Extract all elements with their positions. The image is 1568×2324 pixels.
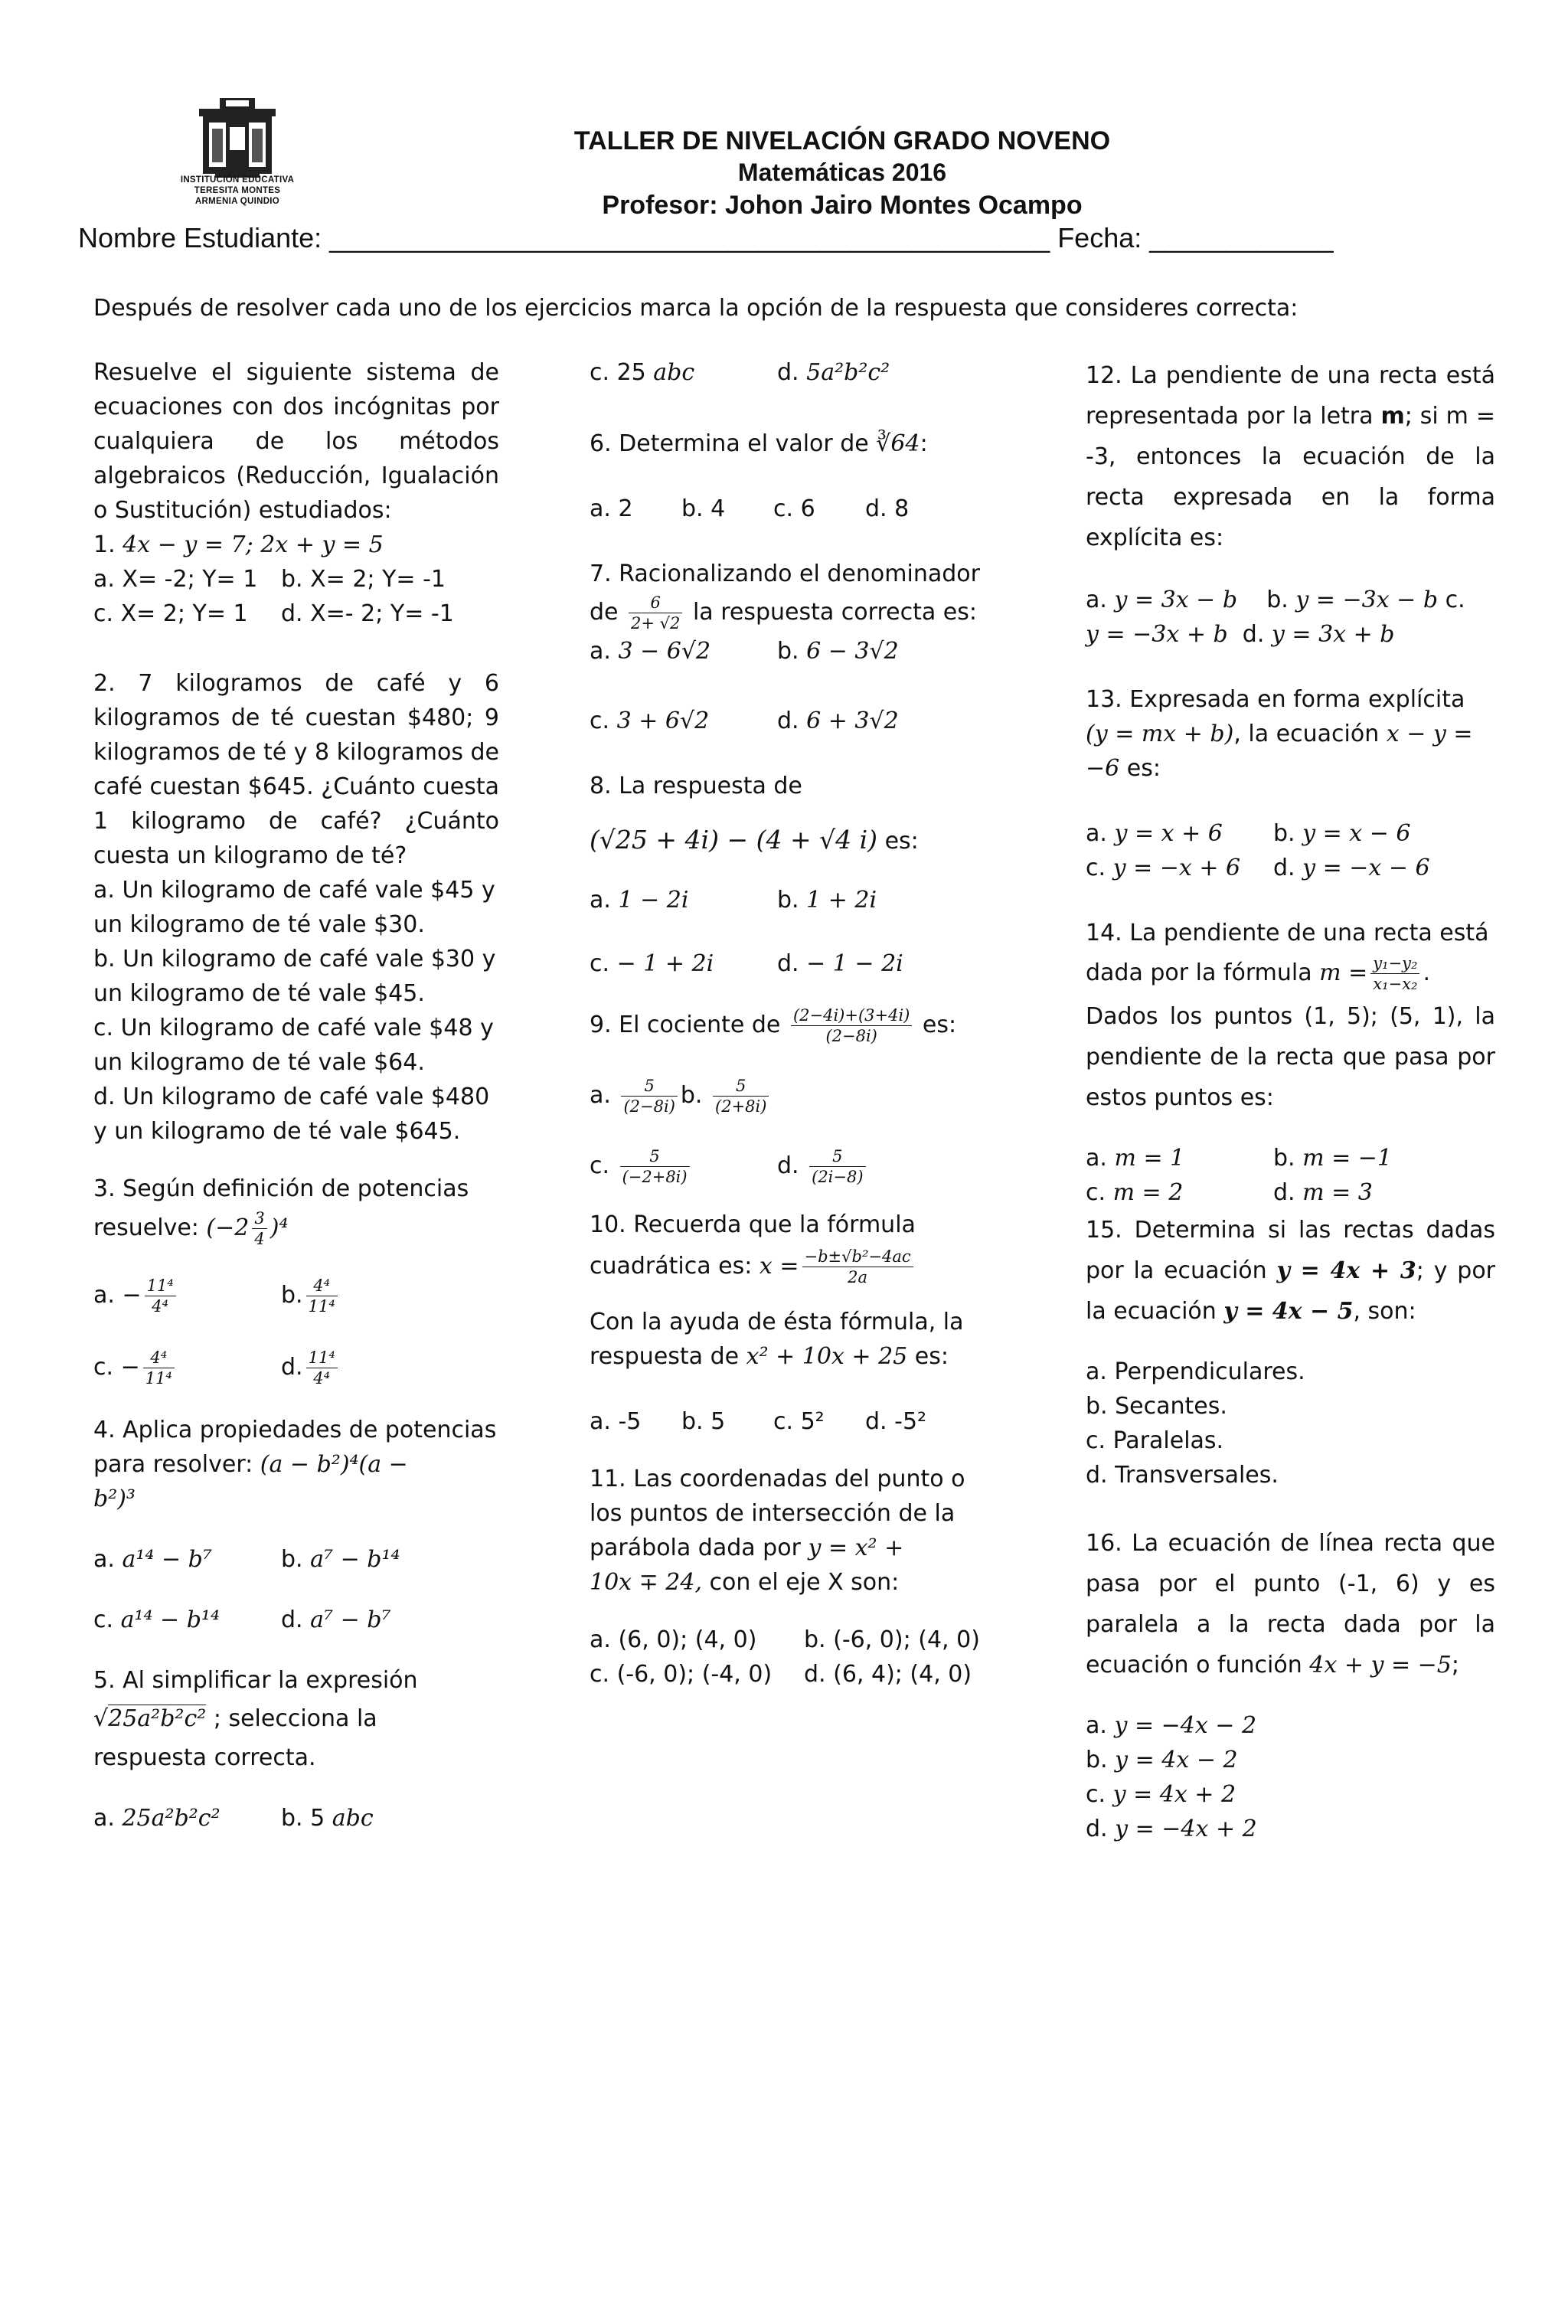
q7-d-label: d. [777,708,807,734]
q11-expr-2: 10x ∓ 24, [590,1569,703,1596]
q11-prompt-1: 11. Las coordenadas del punto o [590,1466,965,1492]
q13-prompt-2 [1086,717,1495,751]
q4-option-b[interactable] [281,1542,400,1577]
q9-c-num: 5 [620,1146,690,1167]
q9-a-den: (2−8i) [623,1097,675,1116]
q16-option-c[interactable] [1086,1777,1495,1812]
q5-c-label: c. 25 [590,359,654,386]
q9-frac-num: (2−4i)+(3+4i) [791,1005,912,1026]
q14-options-cd [1086,1175,1495,1210]
student-name-field[interactable]: _______________________________________________ [329,222,1050,253]
q7-b-label: b. [777,638,807,665]
q15-option-a[interactable]: a. Perpendiculares. [1086,1358,1305,1385]
q10-frac-num: −b±√b²−4ac [802,1247,913,1267]
q3-expr-pre: (−2 [206,1214,250,1241]
q10-formula [590,1242,1018,1291]
q13-es: es: [1119,755,1161,782]
q10-label-2: respuesta de [590,1343,746,1370]
q8-es: es: [877,828,919,855]
q3-c-fraction [143,1348,175,1388]
q11-prompt-2: los puntos de intersección de la [590,1500,956,1527]
q4-options-cd [93,1603,499,1637]
q12-prompt-1: 12. La pendiente de una recta está representada por la letra [1086,362,1495,430]
q14-option-c[interactable] [1086,1175,1273,1210]
q9-d-fraction [809,1146,865,1187]
q3-mixed-fraction [252,1208,266,1249]
q9-a-label: a. [590,1082,619,1109]
q11-options-cd [590,1657,1018,1692]
q10-prompt: 10. Recuerda que la fórmula [590,1211,916,1238]
institution-line: INSTITUCIÓN EDUCATIVA [180,175,295,185]
q10-option-d[interactable]: d. -5² [865,1408,927,1435]
q3-c-label: c. − [93,1354,140,1381]
q9-b-den: (2+8i) [715,1097,767,1116]
q14-frac-num: y₁−y₂ [1370,953,1419,974]
q6-option-d[interactable]: d. 8 [865,495,910,522]
q8-c-label: c. [590,950,617,977]
q15-prompt-3: , son: [1353,1298,1416,1325]
q13-a-expr: y = x + 6 [1114,820,1223,847]
q12-a-expr: y = 3x − b [1114,587,1238,613]
q7-options-cd [590,704,1018,738]
q9-options-cd [590,1142,1018,1191]
q3-prompt: 3. Según definición de potencias [93,1175,469,1202]
q15-prompt-2: ; y por la ecuación [1086,1257,1496,1325]
q3-b-label: b. [281,1282,303,1309]
q3-option-d[interactable] [281,1341,341,1394]
q8-d-expr: − 1 − 2i [806,950,903,977]
q16-a-expr: y = −4x − 2 [1114,1712,1257,1739]
q3-c-num: 4⁴ [143,1348,175,1368]
q4-b-expr: a⁷ − b¹⁴ [310,1546,400,1573]
q1-number: 1. [93,531,123,558]
q10-option-c[interactable]: c. 5² [773,1408,825,1435]
q12-d-label: d. [1242,621,1272,648]
q10-fraction [802,1247,913,1287]
q3-options-ab [93,1269,499,1322]
q8-options-ab [590,883,1018,917]
instructions: Después de resolver cada uno de los ejercicios marca la opción de la respuesta que consideres correcta: [93,295,1298,322]
q4-expression [93,1447,499,1482]
q14-options-ab [1086,1141,1495,1175]
q8-c-expr: − 1 + 2i [616,950,714,977]
q3-a-fraction [145,1276,176,1316]
q10-expr: x² + 10x + 25 [746,1343,908,1370]
q11-prompt-4 [590,1565,1018,1600]
q3-a-den: 4⁴ [152,1297,169,1316]
q1-prompt: Resuelve el siguiente sistema de ecuaciones con dos incógnitas por cualquiera de los métodos algebraicos (Reducción, Igualación o Sustitución) estudiados: [93,359,499,524]
q5-c-expr: abc [653,359,695,386]
q7-d-expr: 6 + 3√2 [806,708,899,734]
q6-option-a[interactable]: a. 2 [590,495,633,522]
q13-prompt-1: 13. Expresada en forma explícita [1086,686,1465,713]
q5-rest: ; selecciona la [206,1705,377,1732]
institution-line: TERESITA MONTES [194,186,281,195]
q3-expression [93,1206,499,1250]
q4-d-expr: a⁷ − b⁷ [310,1607,391,1633]
q4-option-d[interactable] [281,1603,390,1637]
q4-c-label: c. [93,1607,121,1633]
q3-d-num: 11⁴ [306,1348,338,1368]
q3-option-a[interactable] [93,1269,281,1322]
q12-b-label: b. [1266,587,1296,613]
q5-option-d[interactable] [777,355,890,390]
q16-d-label: d. [1086,1816,1116,1842]
q8-prompt: 8. La respuesta de [590,773,802,799]
q1-equation [93,528,499,562]
q5-options-ab [93,1801,499,1835]
q2-option-c[interactable]: c. Un kilogramo de café vale $48 y un kilogramo de té vale $64. [93,1015,494,1076]
q3-d-fraction [306,1348,338,1388]
q10-frac-den: 2a [848,1268,867,1286]
date-field[interactable]: ____________ [1149,222,1334,253]
q9-options-ab [590,1071,1018,1120]
q7-option-a[interactable] [590,634,777,668]
q3-d-label: d. [281,1354,303,1381]
q14-a-label: a. [1086,1145,1115,1172]
q4-label: para resolver: [93,1451,260,1478]
column-3 [1086,355,1495,1846]
q7-c-label: c. [590,708,617,734]
q9-option-b[interactable] [680,1077,773,1116]
q9-c-fraction [620,1146,690,1187]
q5-option-c[interactable] [590,355,777,390]
q5-b-expr: abc [332,1805,374,1832]
q1-system: 4x − y = 7; 2x + y = 5 [122,531,384,558]
q12-option-b[interactable] [1266,587,1438,613]
q12-prompt [1086,355,1495,558]
q4-expr-2: b²)³ [93,1486,136,1512]
q8-option-d[interactable] [777,946,903,981]
q4-expr-1: (a − b²)⁴(a − [260,1451,408,1478]
q5-prompt: 5. Al simplificar la expresión [93,1667,418,1694]
q10-prompt-3: Con la ayuda de ésta fórmula, la [590,1309,964,1335]
q14-d-expr: m = 3 [1302,1179,1373,1206]
q4-options-ab [93,1542,499,1577]
q5-option-a[interactable] [93,1801,281,1835]
q2-option-b[interactable]: b. Un kilogramo de café vale $30 y un kilogramo de té vale $45. [93,946,496,1007]
q3-label: resuelve: [93,1214,207,1241]
worksheet-subject: Matemáticas 2016 [737,159,947,186]
q7-a-label: a. [590,638,619,665]
q14-label: dada por la fórmula [1086,959,1320,986]
q14-prompt-1: 14. La pendiente de una recta está [1086,920,1489,946]
q11-options-ab [590,1623,1018,1657]
worksheet-title: TALLER DE NIVELACIÓN GRADO NOVENO [573,126,1111,155]
q13-eq-1: x − y = [1386,721,1473,747]
q13-prompt-3 [1086,751,1495,786]
q15-option-d[interactable]: d. Transversales. [1086,1462,1279,1489]
q9-d-den: (2i−8) [812,1168,864,1186]
q14-m-eq: m = [1319,959,1368,986]
q7-fraction [629,593,682,633]
q15-prompt [1086,1210,1495,1332]
q3-options-cd [93,1341,499,1394]
q15-option-c[interactable]: c. Paralelas. [1086,1427,1224,1454]
q14-c-label: c. [1086,1179,1113,1206]
q5-a-expr: 25a²b²c² [122,1805,220,1832]
q14-frac-den: x₁−x₂ [1373,975,1418,993]
q16-prompt [1086,1523,1495,1685]
q8-option-c[interactable] [590,946,777,981]
q2-option-a[interactable]: a. Un kilogramo de café vale $45 y un kilogramo de té vale $30. [93,877,495,938]
q8-option-a[interactable] [590,883,777,917]
q9-a-num: 5 [621,1076,677,1097]
q12-option-d[interactable] [1243,621,1395,648]
q15-eq-2: y = 4x − 5 [1223,1298,1354,1325]
q1-option-c[interactable]: c. X= 2; Y= 1 [93,600,248,627]
q1-options-ab [93,562,499,597]
q5-options-cd [590,355,1018,390]
q8-a-expr: 1 − 2i [618,887,689,914]
q10-option-b[interactable]: b. 5 [681,1408,726,1435]
q7-frac-num: 6 [629,593,682,613]
q11-option-d[interactable]: d. (6, 4); (4, 0) [804,1661,972,1688]
q14-formula: dada por la fórmula m = $\frac{\text{y₁−y₂}}{\text{x₁−x₂}}$ . [1086,954,1430,993]
q11-option-c[interactable]: c. (-6, 0); (-4, 0) [590,1661,773,1688]
q15-option-b[interactable]: b. Secantes. [1086,1393,1227,1420]
q14-a-expr: m = 1 [1114,1145,1185,1172]
institution-line: ARMENIA QUINDIO [194,197,280,206]
q3-a-num: 11⁴ [145,1276,176,1296]
q16-prompt-text: 16. La ecuación de línea recta que pasa por el punto (-1, 6) y es paralela a la recta dada por la ecuación o función [1086,1530,1495,1678]
q8-b-label: b. [777,887,807,914]
q14-option-b[interactable] [1273,1141,1392,1175]
student-name-label: Nombre Estudiante: [78,222,330,253]
q3-b-den: 11⁴ [308,1297,335,1316]
q14-fraction [1370,953,1419,994]
q3-b-fraction [306,1276,338,1316]
q14-option-a[interactable] [1086,1141,1273,1175]
q2-prompt: 2. 7 kilogramos de café y 6 kilogramos de té cuestan $480; 9 kilogramos de té y 8 kilogramos de café cuestan $645. ¿Cuánto cuesta 1 kilogramo de café? ¿Cuánto cuesta un kilogramo de té? [93,670,500,869]
q9-frac-den: (2−8i) [825,1027,877,1045]
q16-option-a[interactable] [1086,1708,1495,1743]
q5-expression [93,1698,499,1741]
q3-c-den: 11⁴ [145,1369,172,1388]
q9-d-label: d. [777,1152,807,1179]
q1-option-b[interactable]: b. X= 2; Y= -1 [281,566,446,593]
q10-prompt-4 [590,1339,1018,1374]
q13-options-cd [1086,851,1495,885]
q9-c-label: c. [590,1152,617,1179]
q4-option-c[interactable] [93,1603,281,1637]
q11-option-b[interactable]: b. (-6, 0); (4, 0) [804,1626,980,1653]
q7-option-b[interactable] [777,634,899,668]
q11-prompt-3 [590,1531,1018,1565]
date-label: Fecha: [1050,222,1150,253]
q12-b-expr: y = −3x − b [1295,587,1439,613]
q6-option-c[interactable]: c. 6 [773,495,815,522]
q14-b-label: b. [1273,1145,1303,1172]
q16-a-label: a. [1086,1712,1115,1739]
worksheet-teacher: Profesor: Johon Jairo Montes Ocampo [602,191,1083,220]
q16-c-expr: y = 4x + 2 [1112,1781,1236,1808]
q6-prompt [590,427,1018,461]
q16-d-expr: y = −4x + 2 [1115,1816,1257,1842]
q10-option-a[interactable]: a. -5 [590,1408,642,1435]
q5-d-expr: 5a²b²c² [806,359,890,386]
q7-frac-den: 2+ √2 [631,614,681,632]
q9-option-c[interactable] [590,1142,777,1191]
q9-option-a[interactable] [590,1077,681,1116]
q10-x-eq: x = [759,1253,799,1280]
q4-b-label: b. [281,1546,311,1573]
q4-prompt: 4. Aplica propiedades de potencias [93,1417,497,1443]
q12-option-c[interactable]: y = −3x + b [1086,621,1228,648]
q9-b-fraction [713,1076,769,1116]
q9-es: es: [915,1012,957,1038]
q11-label: parábola dada por [590,1535,808,1561]
q16-c-label: c. [1086,1781,1113,1808]
q3-option-b[interactable] [281,1269,341,1322]
q16-option-b[interactable] [1086,1743,1495,1777]
q13-option-c[interactable] [1086,851,1273,885]
q8-expr: (√25 + 4i) − (4 + √4 i) [590,825,878,855]
q8-a-label: a. [590,887,619,914]
q13-eq-2: −6 [1086,755,1120,782]
q7-prompt: 7. Racionalizando el denominador [590,561,980,587]
q8-options-cd [590,946,1018,981]
q6-colon: : [920,430,928,457]
q16-b-label: b. [1086,1747,1116,1773]
q1-option-a[interactable]: a. X= -2; Y= 1 [93,566,258,593]
q13-d-label: d. [1273,855,1303,881]
q3-d-den: 4⁴ [313,1369,331,1388]
q8-d-label: d. [777,950,807,977]
q4-c-expr: a¹⁴ − b¹⁴ [120,1607,220,1633]
q10-es: es: [907,1343,949,1370]
q12-c-label: c. [1445,587,1465,613]
q7-de: de [590,599,626,626]
q6-label: 6. Determina el valor de [590,430,877,457]
q11-expr-1: y = x² + [808,1535,904,1561]
q7-prompt-2: la respuesta correcta es: [685,599,977,626]
q11-option-a[interactable]: a. (6, 0); (4, 0) [590,1626,757,1653]
q6-option-b[interactable]: b. 4 [681,495,726,522]
q3-expr-post: )⁴ [270,1214,289,1241]
q5-option-b[interactable] [281,1801,374,1835]
q13-option-b[interactable] [1273,816,1411,851]
q1-option-d[interactable]: d. X=- 2; Y= -1 [281,600,454,627]
q7-options-ab [590,634,1018,668]
q12-a-label: a. [1086,587,1115,613]
q16-semi: ; [1451,1652,1460,1678]
q5-d-label: d. [777,359,807,386]
q3-b-num: 4⁴ [306,1276,338,1296]
column-1 [93,355,499,1835]
q1-options-cd [93,597,499,631]
q4-option-a[interactable] [93,1542,281,1577]
q2-option-d[interactable]: d. Un kilogramo de café vale $480 y un kilogramo de té vale $645. [93,1084,490,1145]
q13-option-d[interactable] [1273,851,1430,885]
q10-options [590,1404,1018,1439]
q3-mixed-num: 3 [252,1208,266,1229]
q12-bold-m: m [1380,403,1405,430]
q11-label-2: con el eje X son: [702,1569,900,1596]
q3-option-c[interactable] [93,1341,281,1394]
q4-a-expr: a¹⁴ − b⁷ [122,1546,212,1573]
q6-options [590,492,1018,526]
q16-option-d[interactable] [1086,1812,1495,1846]
q6-expr: ∛64 [876,430,920,457]
q4-a-label: a. [93,1546,122,1573]
q13-label: , la ecuación [1233,721,1387,747]
q5-radicand: 25a²b²c² [108,1705,207,1732]
q9-prompt [590,1001,1018,1050]
q16-b-expr: y = 4x − 2 [1115,1747,1238,1773]
q13-a-label: a. [1086,820,1115,847]
q3-a-label: a. − [93,1282,142,1309]
q8-b-expr: 1 + 2i [806,887,877,914]
q7-a-expr: 3 − 6√2 [618,638,711,665]
q12-prompt-2: ; si m = -3, entonces la ecuación de la recta expresada en la forma explícita es: [1086,403,1495,551]
q9-c-den: (−2+8i) [622,1168,688,1186]
q7-option-d[interactable] [777,704,899,738]
q7-option-c[interactable] [590,704,777,738]
q13-d-expr: y = −x − 6 [1302,855,1430,881]
q12-d-expr: y = 3x + b [1271,621,1395,648]
institution-name [130,175,345,207]
q9-b-num: 5 [713,1076,769,1097]
q14-option-d[interactable] [1273,1175,1373,1210]
q10-label: cuadrática es: [590,1253,760,1280]
q13-b-label: b. [1273,820,1303,847]
q8-expression [590,819,1018,863]
q13-b-expr: y = x − 6 [1302,820,1411,847]
q3-mixed-den: 4 [254,1230,265,1248]
q9-b-label: b. [680,1082,710,1109]
q12-option-a[interactable] [1086,587,1237,613]
q14-d-label: d. [1273,1179,1303,1206]
q14-prompt-3: Dados los puntos (1, 5); (5, 1), la pendiente de la recta que pasa por estos puntos es: [1086,1003,1495,1111]
q12-options-abc [1086,583,1495,617]
q15-prompt-1: 15. Determina si las rectas dadas por la ecuación [1086,1217,1495,1284]
q9-label: 9. El cociente de [590,1012,788,1038]
q13-form: (y = mx + b) [1086,721,1234,747]
column-2 [590,355,1018,1692]
q5-root-symbol: √ [93,1705,109,1732]
q12-options-cd [1086,617,1495,652]
q8-option-b[interactable] [777,883,877,917]
q9-option-d[interactable] [777,1142,869,1191]
q5-a-label: a. [93,1805,122,1832]
q14-b-expr: m = −1 [1302,1145,1393,1172]
q15-eq-1: y = 4x + 3 [1276,1257,1416,1284]
q9-d-num: 5 [809,1146,865,1167]
q13-options-ab [1086,816,1495,851]
q7-c-expr: 3 + 6√2 [616,708,710,734]
q13-option-a[interactable] [1086,816,1273,851]
q13-c-label: c. [1086,855,1113,881]
q4-d-label: d. [281,1607,311,1633]
q13-c-expr: y = −x + 6 [1112,855,1241,881]
q16-eq: 4x + y = −5 [1309,1652,1452,1678]
q9-a-fraction [621,1076,677,1116]
q5-b-label: b. 5 [281,1805,332,1832]
q7-expression [590,591,1018,634]
q14-c-expr: m = 2 [1112,1179,1184,1206]
q5-rest-2: respuesta correcta. [93,1744,316,1771]
q9-fraction [791,1005,912,1046]
student-name-line [78,222,1334,254]
q7-b-expr: 6 − 3√2 [806,638,899,665]
